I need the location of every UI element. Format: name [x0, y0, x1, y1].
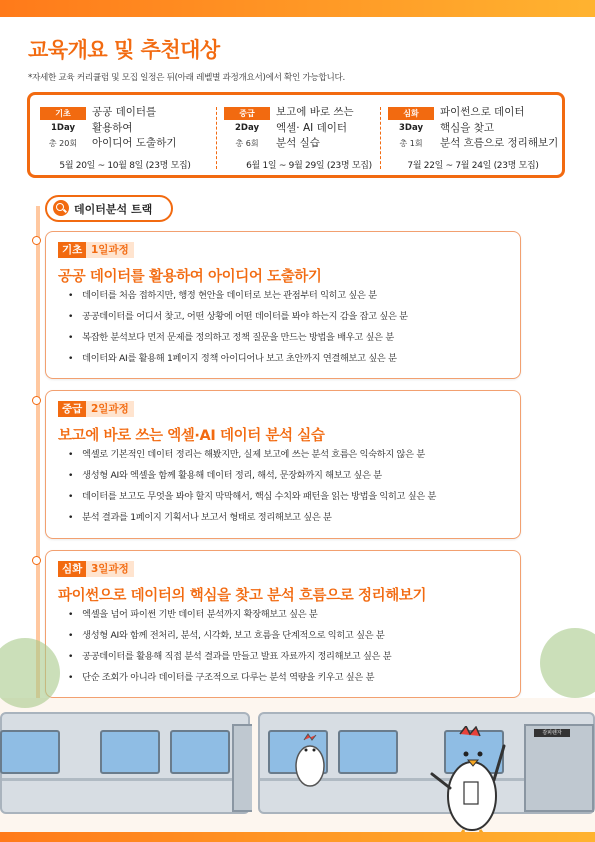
course-card-basic	[45, 231, 521, 379]
level-tag: 중급	[58, 401, 86, 417]
top-accent-bar	[0, 0, 595, 17]
days-label: 2Day	[235, 123, 259, 133]
page-title: 교육개요 및 추천대상	[28, 38, 220, 62]
days-label: 3Day	[399, 123, 423, 133]
tree-decoration	[540, 628, 595, 698]
track-pill	[45, 195, 173, 222]
target-list	[68, 444, 436, 528]
list-item: • 데이터를 처음 접하지만, 행정 현안을 데이터로 보는 관점부터 익히고 싶은 분	[68, 285, 408, 306]
recruit-period: 6월 1일 ~ 9월 29일 (23명 모집)	[246, 161, 372, 171]
train-car-left	[0, 712, 250, 814]
duration-tag: 3일과정	[86, 561, 134, 577]
list-item: • 공공데이터를 활용해 직접 분석 결과를 만들고 발표 자료까지 정리해보고 싶은 분	[68, 646, 391, 667]
list-item: • 엑셀을 넘어 파이썬 기반 데이터 분석까지 확장해보고 싶은 분	[68, 604, 391, 625]
divider	[380, 107, 381, 169]
page-note: *자세한 교육 커리큘럼 및 모집 일정은 뒤(아래 레벨별 과정개요서)에서 확인 가능합니다.	[28, 73, 345, 83]
mascot-passenger-icon	[290, 728, 330, 788]
list-item: • 생성형 AI와 엑셀을 함께 활용해 데이터 정리, 해석, 문장화까지 해보고 싶은 분	[68, 465, 436, 486]
level-badge: 중급	[224, 107, 270, 120]
timeline-line	[36, 206, 40, 700]
list-item: • 단순 조회가 아니라 데이터를 구조적으로 다루는 분석 역량을 키우고 싶은 분	[68, 667, 391, 688]
course-title: 파이썬으로 데이터의 핵심을 찾고 분석 흐름으로 정리해보기	[58, 588, 427, 604]
course-title: 보고에 바로 쓰는 엑셀·AI 데이터 분석 실습	[58, 428, 325, 444]
sessions-label: 총 6회	[235, 139, 259, 148]
recruit-period: 7월 22일 ~ 7월 24일 (23명 모집)	[407, 161, 539, 171]
timeline-dot	[32, 236, 41, 245]
overview-course-title: 파이썬으로 데이터 핵심을 찾고 분석 흐름으로 정리해보기	[440, 106, 559, 149]
timeline-dot	[32, 396, 41, 405]
list-item: • 데이터를 보고도 무엇을 봐야 할지 막막해서, 핵심 수치와 패턴을 읽는 방법을 익히고 싶은 분	[68, 486, 436, 507]
level-tag: 심화	[58, 561, 86, 577]
list-item: • 데이터와 AI를 활용해 1페이지 정책 아이디어나 보고 초안까지 연결해보고 싶은 분	[68, 348, 408, 369]
bottom-accent-bar	[0, 832, 595, 842]
list-item: • 엑셀로 기본적인 데이터 정리는 해봤지만, 실제 보고에 쓰는 분석 흐름은 익숙하지 않은 분	[68, 444, 436, 465]
course-title: 공공 데이터를 활용하여 아이디어 도출하기	[58, 269, 322, 285]
list-item: • 공공데이터를 어디서 찾고, 어떤 상황에 어떤 데이터를 봐야 하는지 감을 잡고 싶은 분	[68, 306, 408, 327]
overview-box	[27, 92, 565, 178]
subway-illustration	[0, 698, 595, 842]
train-sign: 감피렌자	[534, 729, 570, 737]
target-list	[68, 285, 408, 369]
level-badge: 심화	[388, 107, 434, 120]
list-item: • 복잡한 분석보다 먼저 문제를 정의하고 정책 질문을 만드는 방법을 배우고 싶은 분	[68, 327, 408, 348]
sessions-label: 총 20회	[48, 139, 78, 148]
sessions-label: 총 1회	[399, 139, 423, 148]
overview-course-title: 공공 데이터를 활용하여 아이디어 도출하기	[92, 106, 177, 149]
recruit-period: 5월 20일 ~ 10월 8일 (23명 모집)	[59, 161, 191, 171]
list-item: • 분석 결과를 1페이지 기획서나 보고서 형태로 정리해보고 싶은 분	[68, 507, 436, 528]
timeline-dot	[32, 556, 41, 565]
overview-course-title: 보고에 바로 쓰는 엑셀· AI 데이터 분석 실습	[276, 106, 354, 149]
course-card-advanced	[45, 550, 521, 698]
level-badge: 기초	[40, 107, 86, 120]
mascot-bird-icon	[430, 726, 510, 838]
list-item: • 생성형 AI와 함께 전처리, 분석, 시각화, 보고 흐름을 단계적으로 익히고 싶은 분	[68, 625, 391, 646]
level-tag: 기초	[58, 242, 86, 258]
duration-tag: 2일과정	[86, 401, 134, 417]
divider	[216, 107, 217, 169]
duration-tag: 1일과정	[86, 242, 134, 258]
search-icon	[53, 200, 69, 216]
course-card-intermediate	[45, 390, 521, 539]
track-label: 데이터분석 트랙	[74, 203, 153, 216]
days-label: 1Day	[51, 123, 75, 133]
target-list	[68, 604, 391, 688]
